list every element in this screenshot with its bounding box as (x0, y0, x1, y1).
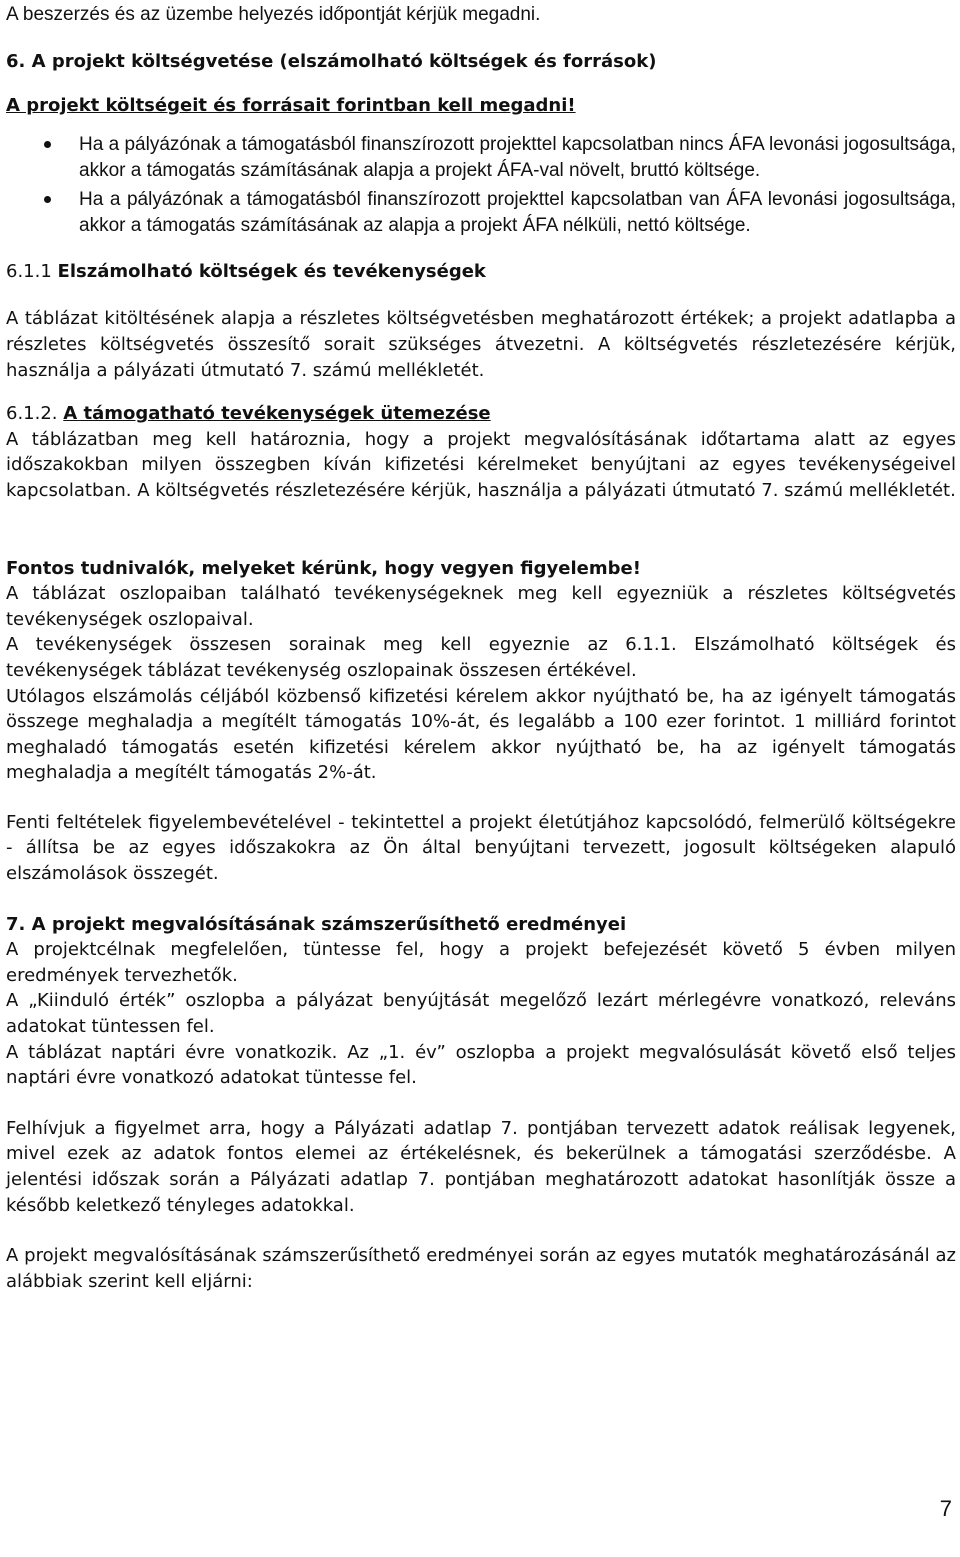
section-7-final: A projekt megvalósításának számszerűsíthető eredményei során az egyes mutatók meghatározásánál az alábbiak szerint kell eljárni: (6, 1245, 956, 1292)
section-611-heading (6, 259, 956, 285)
section-612-heading (6, 401, 956, 427)
section-611-body: A táblázat kitöltésének alapja a részletes költségvetésben meghatározott értékek; a projekt adatlapba a részletes költségvetés összesítő sorait szükséges átvezetni. A költségvetés részletezésére kérjük, használja a pályázati útmutató 7. számú mellékletét. (6, 308, 956, 381)
section-7-notice: Felhívjuk a figyelmet arra, hogy a Pályázati adatlap 7. pontjában tervezett adatok reálisak legyenek, mivel ezek az adatok fontos elemei az értékelésnek, és bekerülnek a támogatási szerződésbe. A jelentési időszak során a Pályázati adatlap 7. pontjában meghatározott adatokat hasonlítják össze a később keletkező tényleges adatokkal. (6, 1117, 956, 1216)
section-7-paragraph: A projektcélnak megfelelően, tüntesse fel, hogy a projekt befejezését követő 5 évben milyen eredmények tervezhetők. (6, 939, 956, 986)
intro-line: A beszerzés és az üzembe helyezés időpontját kérjük megadni. (6, 4, 541, 25)
important-paragraph: A tevékenységek összesen sorainak meg kell egyeznie az 6.1.1. Elszámolható költségek és tevékenységek táblázat tevékenység oszlopainak összesen értékével. (6, 634, 956, 681)
page-number: 7 (939, 1496, 952, 1521)
bullet-text: Ha a pályázónak a támogatásból finanszírozott projekttel kapcsolatban van ÁFA levonási jogosultsága, akkor a támogatás számításának az alapja a projekt ÁFA nélküli, nettó költsége. (79, 188, 956, 236)
section-612-number: 6.1.2. (6, 403, 58, 425)
bullet-item (6, 187, 956, 239)
bullet-icon (44, 196, 51, 203)
important-heading: Fontos tudnivalók, melyeket kérünk, hogy vegyen figyelembe! (6, 557, 641, 579)
section-612-title: A támogatható tevékenységek ütemezése (63, 403, 491, 425)
section-6-subheading: A projekt költségeit és forrásait forintban kell megadni! (6, 95, 576, 117)
section-612-body: A táblázatban meg kell határoznia, hogy a projekt megvalósításának időtartama alatt az egyes időszakokban milyen összegben kíván kifizetési kérelmeket benyújtani az egyes tevékenységeivel kapcsolatban. A költségvetés részletezésére kérjük, használja a pályázati útmutató 7. számú mellékletét. (6, 428, 956, 501)
section-611-title: Elszámolható költségek és tevékenységek (57, 260, 486, 282)
important-closing: Fenti feltételek figyelembevételével - tekintettel a projekt életútjához kapcsolódó, felmerülő költségekre - állítsa be az egyes időszakokra az Ön által benyújtani tervezett, jogosult költségeken alapuló elszámolások összegét. (6, 811, 956, 885)
document-page (6, 2, 956, 1294)
section-611-number: 6.1.1 (6, 260, 52, 282)
section-6-heading: 6. A projekt költségvetése (elszámolható költségek és források) (6, 50, 657, 72)
section-7-paragraph: A táblázat naptári évre vonatkozik. Az „1. év” oszlopba a projekt megvalósulását követő első teljes naptári évre vonatkozó adatokat tüntesse fel. (6, 1041, 956, 1089)
section-7-paragraph: A „Kiinduló érték” oszlopba a pályázat benyújtását megelőző lezárt mérlegévre vonatkozó, releváns adatokat tüntessen fel. (6, 990, 956, 1038)
important-paragraph: A táblázat oszlopaiban található tevékenységeknek meg kell egyezniük a részletes költségvetés tevékenységek oszlopaival. (6, 583, 956, 630)
important-paragraph: Utólagos elszámolás céljából közbenső kifizetési kérelem akkor nyújtható be, ha az igényelt támogatás összege meghaladja a megítélt támogatás 10%-át, és legalább a 100 ezer forintot. 1 milliárd forintot meghaladó támogatás esetén kifizetési kérelem akkor nyújtható be, ha az igényelt támogatás meghaladja a megítélt támogatás 2%-át. (6, 685, 956, 784)
bullet-item (6, 132, 956, 184)
section-7-heading: 7. A projekt megvalósításának számszerűsíthető eredményei (6, 913, 627, 935)
afa-bullet-list (6, 132, 956, 239)
bullet-text: Ha a pályázónak a támogatásból finanszírozott projekttel kapcsolatban nincs ÁFA levonási jogosultsága, akkor a támogatás számításának alapja a projekt ÁFA-val növelt, bruttó költsége. (79, 133, 956, 181)
bullet-icon (44, 141, 51, 148)
